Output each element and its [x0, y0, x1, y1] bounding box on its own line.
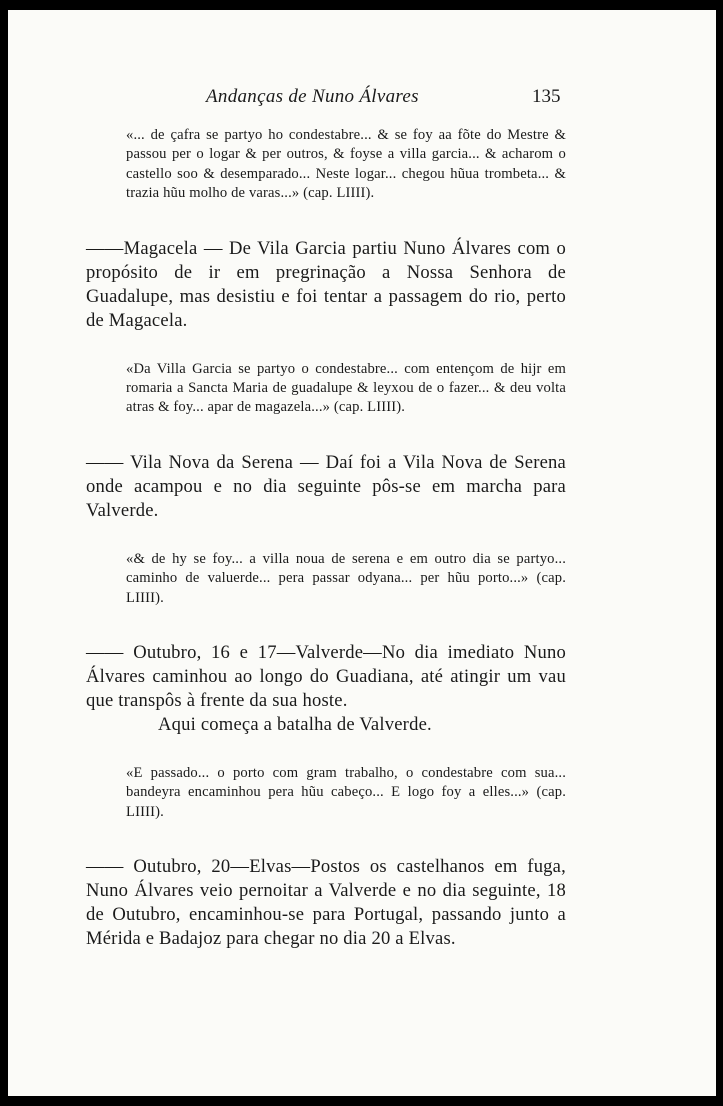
itinerary-entry: —— Vila Nova da Serena — Daí foi a Vila Nova de Serena onde acampou e no dia seguinte pôs-se em marcha para Valverde. — [86, 451, 566, 521]
chronicle-quote: «& de hy se foy... a villa noua de serena e em outro dia se partyo... caminho de valuerde... pera passar odyana... per hũu porto...» (cap. LIIII). — [126, 550, 566, 606]
chronicle-quote: «Da Villa Garcia se partyo o condestabre... com entençom de hijr em romaria a Sancta Maria de guadalupe & leyxou de o fazer... & deu volta atras & foy... apar de magazela...» (cap. LIIII). — [126, 360, 566, 416]
page-header — [8, 84, 716, 114]
chronicle-quote: «... de çafra se partyo ho condestabre... & se foy aa fõte do Mestre & passou per o logar & per outros, & foyse a villa garcia... & acharom o castello soo & desemparado... Neste logar... chegou hũua trombeta... & trazia hũu molho de varas...» (cap. LIIII). — [126, 127, 566, 202]
page-number: 135 — [532, 86, 561, 107]
book-page — [8, 10, 716, 1096]
itinerary-entry-note: Aqui começa a batalha de Valverde. — [158, 714, 432, 736]
itinerary-entry: ——Magacela — De Vila Garcia partiu Nuno Álvares com o propósito de ir em pregrinação a Nossa Senhora de Guadalupe, mas desistiu e foi tentar a passagem do rio, perto de Magacela. — [86, 237, 566, 331]
chronicle-quote: «E passado... o porto com gram trabalho, o condestabre com sua... bandeyra encaminhou pera hũu cabeço... E logo foy a elles...» (cap. LIIII). — [126, 765, 566, 820]
itinerary-entry — [86, 641, 566, 737]
itinerary-entry: —— Outubro, 20—Elvas—Postos os castelhanos em fuga, Nuno Álvares veio pernoitar a Valverde e no dia seguinte, 18 de Outubro, encaminhou-se para Portugal, passando junto a Mérida e Badajoz para chegar no dia 20 a Elvas. — [86, 856, 566, 950]
page-content — [86, 126, 566, 951]
running-title: Andanças de Nuno Álvares — [206, 86, 419, 107]
itinerary-entry-text: —— Outubro, 16 e 17—Valverde—No dia imediato Nuno Álvares caminhou ao longo do Guadiana, até atingir um vau que transpôs à frente da sua hoste. — [86, 642, 566, 712]
